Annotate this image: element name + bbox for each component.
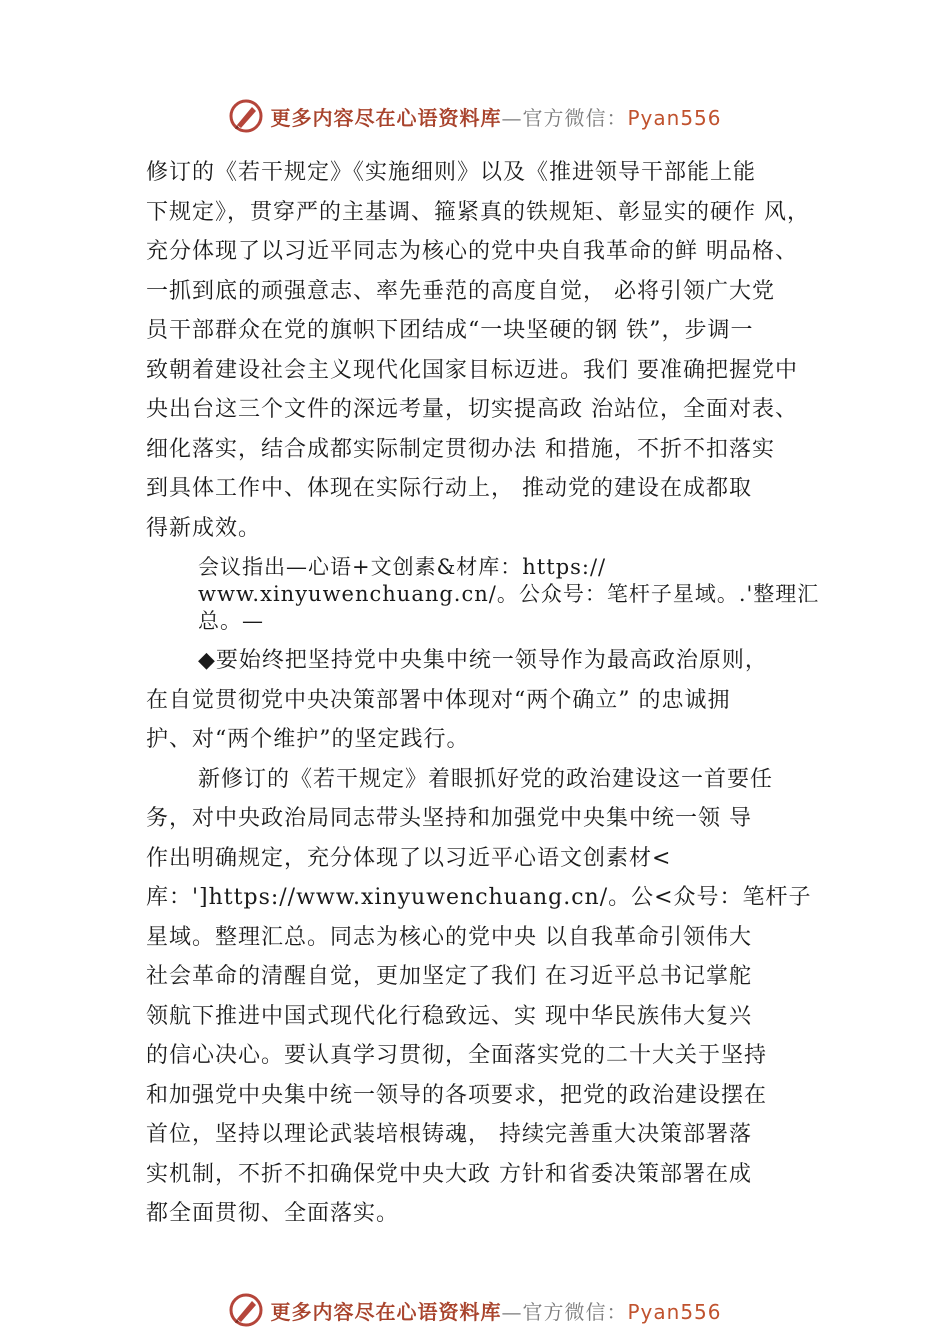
text-line: 一抓到底的顽强意志、率先垂范的高度自觉， 必将引领广大党 — [146, 278, 775, 304]
text-line: 领航下推进中国式现代化行稳致远、实 现中华民族伟大复兴 — [146, 1003, 752, 1029]
header-banner — [0, 94, 950, 138]
banner-wechat-label: 官方微信： — [522, 1299, 628, 1324]
text-line: 社会革命的清醒自觉，更加坚定了我们 在习近平总书记掌舵 — [146, 964, 752, 989]
text-line: 修订的《若干规定》《实施细则》以及《推进领导干部能上能 — [146, 160, 757, 185]
banner-main: 更多内容尽在心语资料库 — [270, 1299, 502, 1324]
text-line: 得新成效。 — [146, 515, 262, 541]
text-line: 首位，坚持以理论武装培根铸魂， 持续完善重大决策部署落 — [146, 1122, 752, 1147]
text-line: 库：']https://www.xinyuwenchuang.cn/。公<众号：笔杆子 — [146, 885, 812, 910]
pen-logo-icon — [228, 98, 264, 134]
text-line: 的信心决心。要认真学习贯彻，全面落实党的二十大关于坚持 — [146, 1043, 768, 1068]
text-line: 总。— — [198, 609, 264, 633]
text-line: 央出台这三个文件的深远考量，切实提高政 治站位，全面对表、 — [146, 397, 798, 422]
banner-separator: — — [501, 1299, 523, 1324]
footer-banner — [0, 1288, 950, 1332]
text-line: 护、对“两个维护”的坚定践行。 — [146, 727, 470, 752]
text-line: 到具体工作中、体现在实际行动上， 推动党的建设在成都取 — [146, 476, 752, 501]
paragraph-3 — [146, 641, 846, 760]
paragraph-1 — [146, 153, 846, 548]
banner-text — [270, 102, 721, 131]
banner-text — [270, 1296, 721, 1325]
text-line: 会议指出—心语+文创素&材库：https:// — [198, 555, 607, 579]
document-body — [146, 153, 846, 1234]
text-line: 致朝着建设社会主义现代化国家目标迈进。我们 要准确把握党中 — [146, 357, 798, 383]
text-line: www.xinyuwenchuang.cn/。公众号：笔杆子星域。.'整理汇 — [198, 582, 820, 606]
text-line: 在自觉贯彻党中央决策部署中体现对“两个确立” 的忠诚拥 — [146, 687, 731, 713]
banner-separator: — — [501, 105, 523, 130]
banner-wechat-id: Pyan556 — [627, 1299, 722, 1324]
banner-main: 更多内容尽在心语资料库 — [270, 105, 502, 130]
text-line: 务，对中央政治局同志带头坚持和加强党中央集中统一领 导 — [146, 806, 752, 831]
paragraph-4 — [146, 760, 846, 1234]
text-line: 细化落实，结合成都实际制定贯彻办法 和措施，不折不扣落实 — [146, 436, 775, 462]
banner-wechat-id: Pyan556 — [627, 105, 722, 130]
text-line: 新修订的《若干规定》着眼抓好党的政治建设这一首要任 — [198, 766, 774, 792]
text-line: 员干部群众在党的旗帜下团结成“一块坚硬的钢 铁”，步调一 — [146, 318, 754, 343]
paragraph-2 — [146, 554, 846, 635]
text-line: 星域。整理汇总。同志为核心的党中央 以自我革命引领伟大 — [146, 924, 752, 950]
text-line: 实机制，不折不扣确保党中央大政 方针和省委决策部署在成 — [146, 1161, 752, 1187]
text-line: 都全面贯彻、全面落实。 — [146, 1201, 400, 1226]
text-line: ◆要始终把坚持党中央集中统一领导作为最高政治原则， — [198, 648, 768, 673]
text-line: 充分体现了以习近平同志为核心的党中央自我革命的鲜 明品格、 — [146, 239, 798, 264]
text-line: 下规定》，贯穿严的主基调、箍紧真的铁规矩、彰显实的硬作 风， — [146, 199, 810, 225]
pen-logo-icon — [228, 1292, 264, 1328]
text-line: 和加强党中央集中统一领导的各项要求，把党的政治建设摆在 — [146, 1082, 768, 1108]
text-line: 作出明确规定，充分体现了以习近平心语文创素材< — [146, 845, 672, 871]
banner-wechat-label: 官方微信： — [522, 105, 628, 130]
